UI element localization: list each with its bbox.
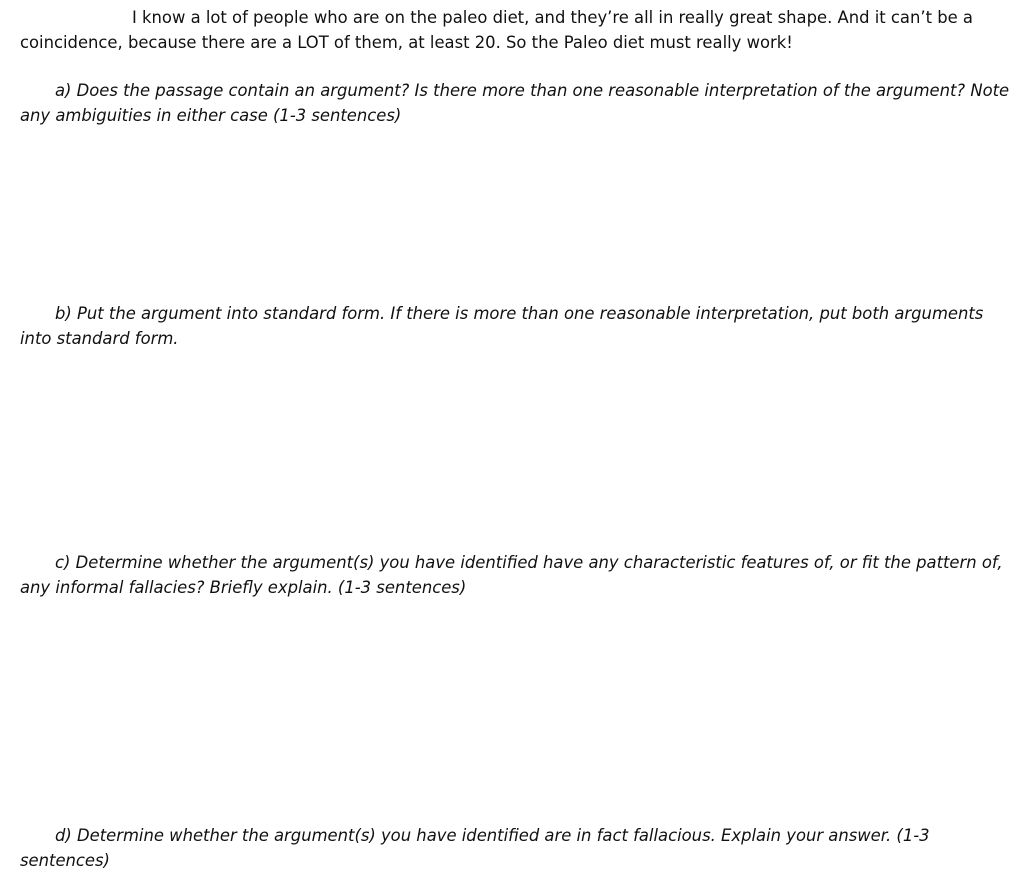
argument-passage: I know a lot of people who are on the paleo diet, and they’re all in really great shape. And it can’t be a coincidence, because there are a LOT of them, at least 20. So the Paleo diet must really work!: [20, 8, 973, 52]
answer-space-a: [20, 130, 1010, 295]
answer-space-b: [20, 353, 1010, 543]
question-c: c) Determine whether the argument(s) you have identified have any characteristic features of, or fit the pattern of, any informal fallacies? Briefly explain. (1-3 sentences): [20, 553, 1003, 597]
question-a: a) Does the passage contain an argument? Is there more than one reasonable interpretation of the argument? Note any ambiguities in either case (1-3 sentences): [20, 81, 1010, 125]
question-d: d) Determine whether the argument(s) you have identified are in fact fallacious. Explain your answer. (1-3 sentences): [20, 826, 930, 870]
question-b: b) Put the argument into standard form. If there is more than one reasonable interpretation, put both arguments into standard form.: [20, 304, 984, 348]
answer-space-c: [20, 602, 1010, 817]
